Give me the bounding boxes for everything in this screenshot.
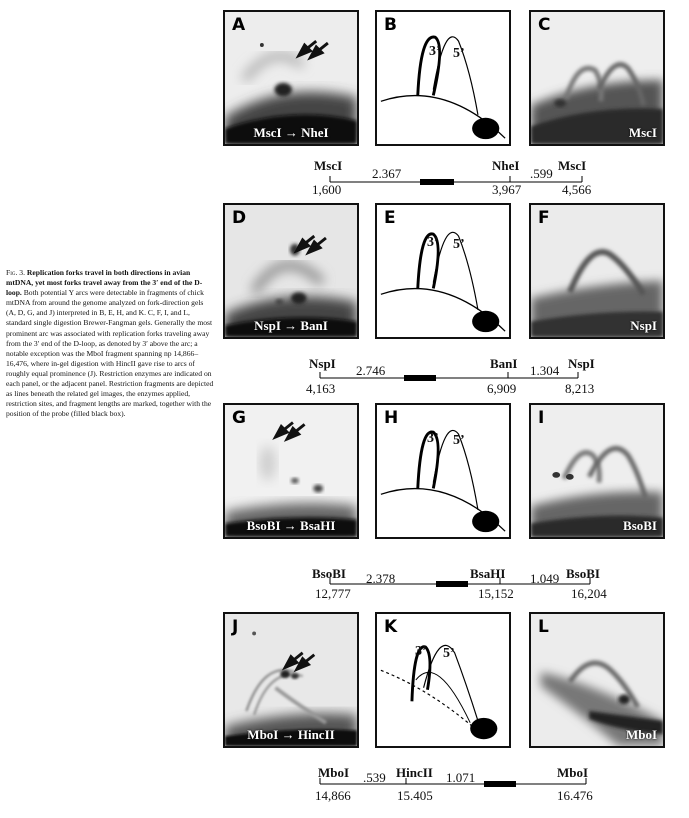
enzyme-label: BsoBI <box>623 518 657 533</box>
panel-b <box>375 10 511 146</box>
panel-label: K <box>384 617 398 637</box>
map-enzyme-mid: BanI <box>490 356 518 371</box>
arc-label-5prime: 5’ <box>453 46 465 61</box>
arc-label-3prime: 3’ <box>427 431 439 446</box>
map-position-2: 6,909 <box>487 381 517 396</box>
map-length-2: 1.049 <box>530 571 560 586</box>
map-enzyme-right: NspI <box>568 356 595 371</box>
panel-label: J <box>232 617 239 637</box>
enzyme-label: MboI <box>625 727 657 742</box>
map-position-2: 3,967 <box>492 182 522 197</box>
enzyme-label: MboI → HincII <box>247 727 335 742</box>
panel-a <box>223 10 359 146</box>
map-length-1: .539 <box>363 770 386 785</box>
panel-c <box>529 10 665 146</box>
arc-label-5prime: 5’ <box>453 237 465 252</box>
map-length-1: 2.367 <box>372 166 402 181</box>
map-position-3: 4,566 <box>562 182 592 197</box>
probe-box <box>436 581 468 587</box>
panel-label: E <box>384 208 396 228</box>
panel-label: L <box>538 617 549 637</box>
arc-label-3prime: 3’ <box>427 235 439 250</box>
map-enzyme-mid: HincII <box>396 765 433 780</box>
map-position-1: 14,866 <box>315 788 351 803</box>
arc-label-3prime: 3’ <box>415 644 427 659</box>
map-position-1: 1,600 <box>312 182 342 197</box>
panel-label: G <box>232 408 246 428</box>
map-enzyme-right: MscI <box>558 158 587 173</box>
panel-label: F <box>538 208 550 228</box>
map-enzyme-left: NspI <box>309 356 336 371</box>
map-length-2: .599 <box>530 166 553 181</box>
panel-f <box>529 203 665 339</box>
map-enzyme-mid: NheI <box>492 158 520 173</box>
map-enzyme-left: BsoBI <box>312 566 346 581</box>
panel-j <box>223 612 359 748</box>
panel-i <box>529 403 665 539</box>
panel-label: H <box>384 408 399 428</box>
panel-d <box>223 203 359 339</box>
caption-body: Both potential Y arcs were detectable in fragments of chick mtDNA from around the genome analyzed on fork-direction gels (A, D, G, and J) interpreted in B, E, H, and K. C, F, I, and L, standard single digestion Brewer-Fangman gels. Generally the most prominent arc was associated with replication forks traveling away from the 3′ end of the D-loop, as denoted by 3′ above the arc; a notable exception was the MboI fragment spanning np 14,866–16,476, where in-gel digestion with HincII gave rise to arcs of roughly equal prominence (J). Restriction enzymes are indicated on each panel, or the adjacent panel. Restriction fragments are depicted as lines beneath the related gel images, the enzymes applied, restriction sites, and fragment lengths are marked, together with the position of the probe (filled black box). <box>6 288 214 419</box>
enzyme-label: NspI <box>630 318 657 333</box>
panel-label: C <box>538 15 551 35</box>
panel-label: A <box>232 15 246 35</box>
panel-label: D <box>232 208 247 228</box>
enzyme-label: NspI → BanI <box>254 318 328 333</box>
probe-box <box>484 781 516 787</box>
enzyme-label: MscI <box>628 125 657 140</box>
map-position-2: 15,152 <box>478 586 514 601</box>
caption-fig-label: Fig. 3. <box>6 268 25 277</box>
caption-title: Replication forks travel in both directions in avian mtDNA, yet most forks travel away from the 3′ end of the D-loop. <box>6 268 203 298</box>
map-position-3: 16.476 <box>557 788 593 803</box>
map-enzyme-right: MboI <box>557 765 589 780</box>
map-length-2: 1.304 <box>530 363 560 378</box>
probe-box <box>420 179 454 185</box>
panel-k <box>375 612 511 748</box>
map-length-2: 1.071 <box>446 770 476 785</box>
map-enzyme-left: MscI <box>314 158 343 173</box>
panel-l <box>529 612 665 748</box>
map-position-1: 4,163 <box>306 381 336 396</box>
map-position-2: 15.405 <box>397 788 433 803</box>
map-enzyme-left: MboI <box>318 765 350 780</box>
probe-box <box>404 375 436 381</box>
map-length-1: 2.746 <box>356 363 386 378</box>
figure-caption <box>6 268 214 419</box>
panel-label: I <box>538 408 545 428</box>
map-length-1: 2.378 <box>366 571 396 586</box>
arc-label-5prime: 5’ <box>443 646 455 661</box>
map-position-3: 16,204 <box>571 586 607 601</box>
map-position-3: 8,213 <box>565 381 595 396</box>
panel-g <box>223 403 359 539</box>
arc-label-3prime: 3’ <box>429 44 441 59</box>
restriction-map-2 <box>300 357 610 391</box>
map-position-1: 12,777 <box>315 586 351 601</box>
enzyme-label: MscI → NheI <box>253 125 329 140</box>
map-enzyme-mid: BsaHI <box>470 566 506 581</box>
arc-label-5prime: 5’ <box>453 433 465 448</box>
panel-e <box>375 203 511 339</box>
map-enzyme-right: BsoBI <box>566 566 600 581</box>
enzyme-label: BsoBI → BsaHI <box>246 518 336 533</box>
panel-h <box>375 403 511 539</box>
panel-label: B <box>384 15 397 35</box>
